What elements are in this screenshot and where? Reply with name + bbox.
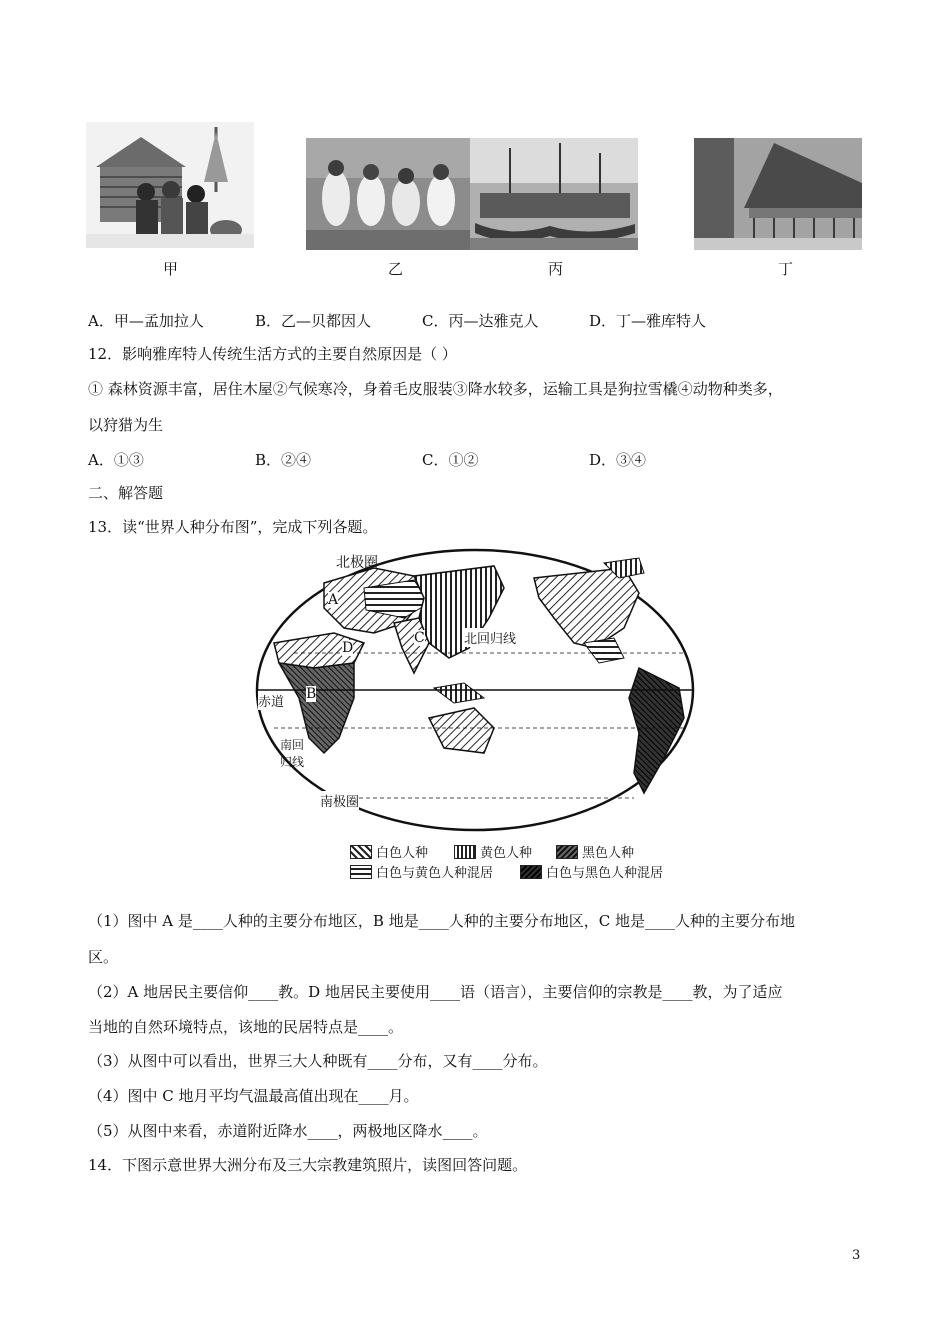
map-label-tropic-south-1: 南回: [280, 738, 305, 752]
q13-part4: （4）图中 C 地月平均气温最高值出现在____月。: [88, 1087, 419, 1105]
legend-white-yellow-swatch: [350, 865, 372, 879]
legend-white: [350, 842, 428, 861]
q13-part2-line1: （2）A 地居民主要信仰____教。D 地居民主要使用____语（语言），主要信仰的宗教是____教，为了适应: [88, 983, 783, 1001]
q13-stem: 13．读“世界人种分布图”，完成下列各题。: [88, 518, 378, 536]
map-label-d: D: [342, 640, 354, 656]
caption-jia: 甲: [163, 260, 179, 278]
map-label-tropic-south-2: 归线: [280, 755, 305, 769]
q11-option-a: A．甲—孟加拉人: [88, 312, 204, 330]
q13-part5: （5）从图中来看，赤道附近降水____，两极地区降水____。: [88, 1122, 488, 1140]
legend-yellow-swatch: [454, 845, 476, 859]
caption-yi: 乙: [388, 260, 404, 278]
map-label-arctic: 北极圈: [336, 555, 378, 571]
map-label-antarctic: 南极圈: [320, 791, 359, 810]
map-label-equator: 赤道: [258, 691, 284, 710]
q13-part1-line2: 区。: [88, 948, 119, 966]
photo-yi: [306, 138, 472, 250]
legend-white-black-swatch: [520, 865, 542, 879]
photo-bing: [470, 138, 638, 250]
photo-jia: [86, 122, 254, 248]
q14-stem: 14．下图示意世界大洲分布及三大宗教建筑照片，读图回答问题。: [88, 1156, 528, 1174]
q12-body-line2: 以狩猎为生: [88, 416, 164, 434]
caption-ding: 丁: [778, 260, 794, 278]
world-race-map: [254, 548, 696, 833]
q11-option-c: C．丙—达雅克人: [422, 312, 539, 330]
legend-white-yellow-label: 白色与黄色人种混居: [376, 866, 494, 881]
legend-black-swatch: [556, 845, 578, 859]
map-label-b: B: [306, 686, 317, 702]
legend-yellow-label: 黄色人种: [480, 846, 533, 861]
legend-black-label: 黑色人种: [582, 846, 635, 861]
q11-option-d: D．丁—雅库特人: [589, 312, 707, 330]
q12-body-line1: ① 森林资源丰富，居住木屋②气候寒冷，身着毛皮服装③降水较多，运输工具是狗拉雪橇④动物种类多，: [88, 380, 783, 398]
legend-white-label: 白色人种: [376, 846, 429, 861]
caption-bing: 丙: [548, 260, 564, 278]
q12-option-b: B．②④: [255, 451, 312, 469]
page-number: 3: [852, 1248, 861, 1263]
map-label-a: A: [328, 592, 339, 608]
q13-part2-line2: 当地的自然环境特点，该地的民居特点是____。: [88, 1018, 404, 1036]
photo-ding: [694, 138, 862, 250]
q13-part3: （3）从图中可以看出，世界三大人种既有____分布，又有____分布。: [88, 1052, 548, 1070]
q12-option-d: D．③④: [589, 451, 647, 469]
section-heading: 二、解答题: [88, 484, 164, 502]
legend-white-swatch: [350, 845, 372, 859]
legend-yellow: [454, 842, 532, 861]
map-label-tropic-north: 北回归线: [464, 628, 516, 647]
legend-white-yellow: [350, 862, 493, 881]
q12-stem: 12．影响雅库特人传统生活方式的主要自然原因是（ ）: [88, 345, 457, 363]
map-label-c: C: [414, 630, 425, 646]
legend-white-black: [520, 862, 663, 881]
legend-black: [556, 842, 634, 861]
legend-white-black-label: 白色与黑色人种混居: [546, 866, 664, 881]
q11-option-b: B．乙—贝都因人: [255, 312, 372, 330]
q12-option-c: C．①②: [422, 451, 479, 469]
q12-option-a: A．①③: [88, 451, 144, 469]
q13-part1-line1: （1）图中 A 是____人种的主要分布地区，B 地是____人种的主要分布地区，C 地是____人种的主要分布地: [88, 912, 795, 930]
